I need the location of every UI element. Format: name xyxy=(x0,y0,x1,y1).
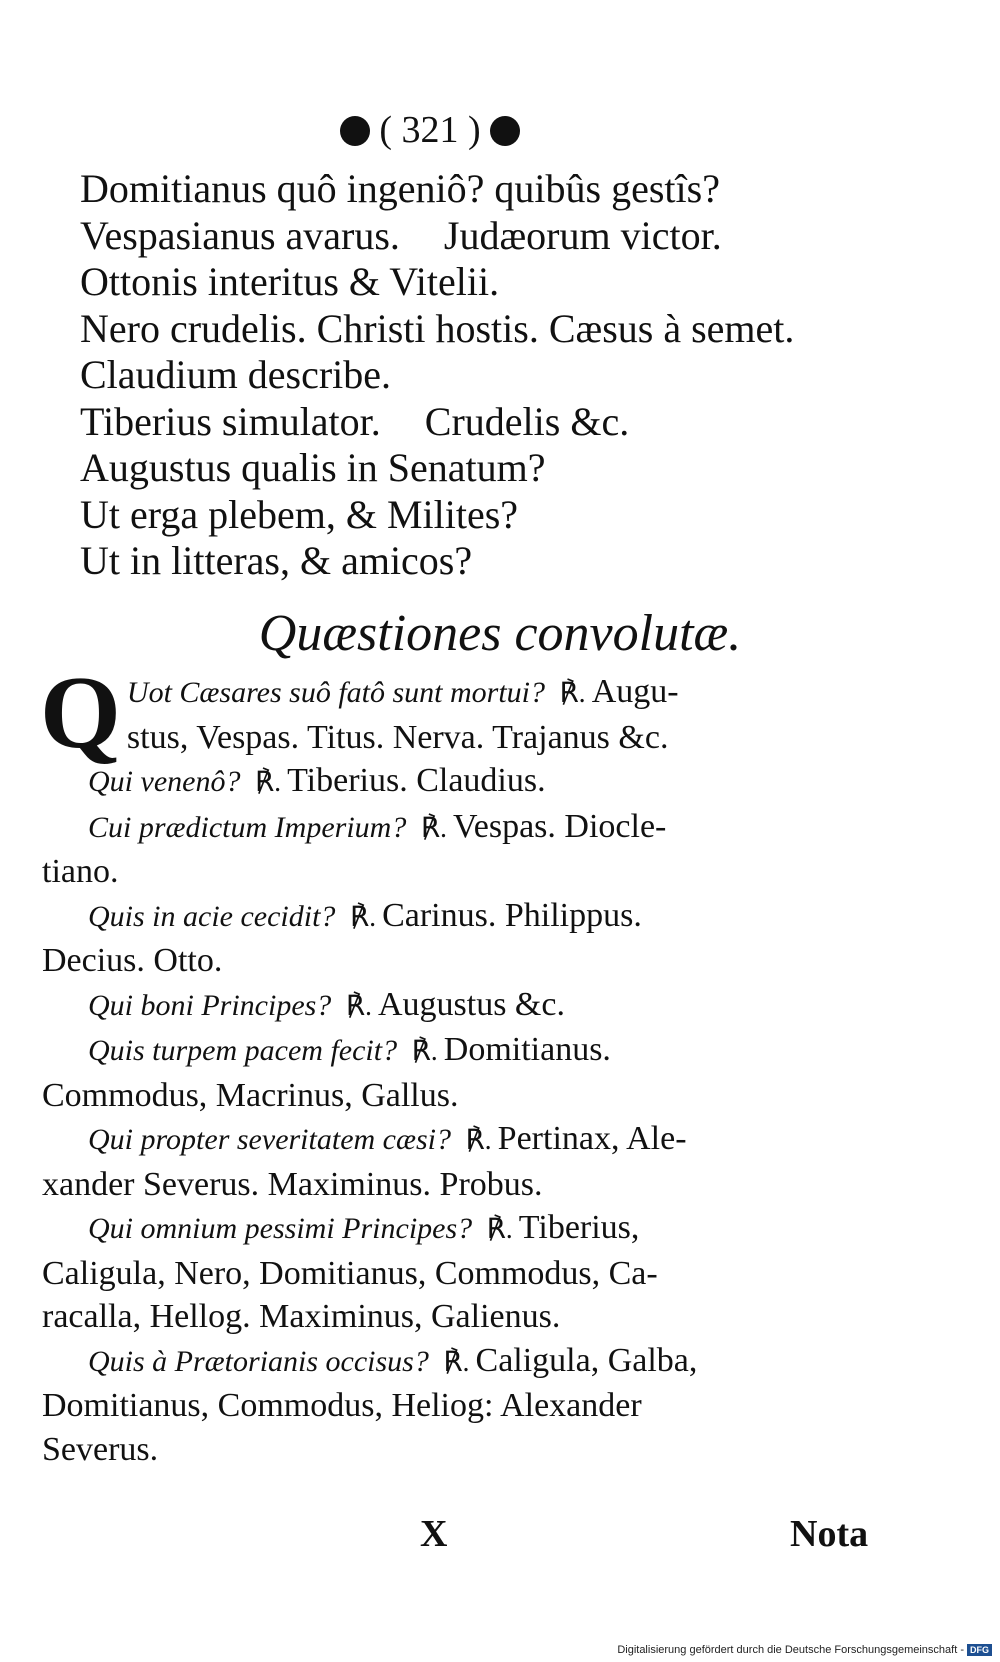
paragraph-6: Quis turpem pacem fecit? ℟. Domitianus. xyxy=(88,1031,611,1068)
list-item: Nero crudelis. Christi hostis. Cæsus à semet. xyxy=(80,305,795,351)
list-item: Tiberius simulator. Crudelis &c. xyxy=(80,398,630,444)
left-bracket: ( xyxy=(379,109,392,151)
signature-mark: X xyxy=(420,1513,448,1555)
paragraph-9: Quis à Prætorianis occisus? ℟. Caligula, Galba, xyxy=(88,1341,698,1379)
list-item: Ut erga plebem, & Milites? xyxy=(80,491,519,537)
paragraph-5: Qui boni Principes? ℟. Augustus &c. xyxy=(88,985,565,1023)
paragraph-3: Cui prædictum Imperium? ℟. Vespas. Diocle- xyxy=(88,807,667,845)
list-item: Claudium describe. xyxy=(80,352,392,397)
section-title: Quæstiones convolutæ. xyxy=(258,605,742,662)
page-number: 321 xyxy=(401,109,459,151)
questions-body: Q Uot Cæsares suô fatô sunt mortui? ℟. Augu- stus, Vespas. Titus. Nerva. Trajanus &c. Qui venenô? ℟. Tiberius. Claudius. Cui prædictum Imperium? ℟. Vespas. Diocle- tiano. Quis in acie cecidit? ℟. Carinus. Philippus. Decius. Otto. Qui boni Principes? ℟. Augustus &c. Quis turpem pacem fecit? ℟. Domitianus. Commodus, Macrinus, Gallus. Qui propter severitatem cæsi? ℟. Pertinax, Ale- xander Severus. Maximinus. Probus. Qui omnium pessimi Principes? ℟. Tiberius, Caligula, Nero, Domitianus, Commodus, Ca- racalla, Hellog. Maximinus, Galienus. Quis à Prætorianis occisus? ℟. Caligula, Galba, Domitianus, Commodus, Heliog: Alexander Severus. xyxy=(42,670,892,1471)
paragraph-8: Qui omnium pessimi Principes? ℟. Tiberius, xyxy=(88,1209,640,1246)
list-item: Domitianus quô ingeniô? quibûs gestîs? xyxy=(80,166,720,211)
ornament-left-icon xyxy=(340,116,370,146)
paragraph-2: Qui venenô? ℟. Tiberius. Claudius. xyxy=(88,762,546,799)
paragraph-4: Quis in acie cecidit? ℟. Carinus. Philippus. xyxy=(88,896,642,934)
list-item: Augustus qualis in Senatum? xyxy=(80,445,546,490)
digitization-credit: Digitalisierung gefördert durch die Deutsche Forschungsgemeinschaft - DFG xyxy=(617,1644,992,1656)
drop-cap: Q xyxy=(40,655,121,770)
paragraph-1: Q Uot Cæsares suô fatô sunt mortui? ℟. Augu- stus, Vespas. Titus. Nerva. Trajanus &c. xyxy=(40,655,679,770)
catchword: Nota xyxy=(790,1513,869,1555)
emperor-question-list xyxy=(80,166,940,585)
right-bracket: ) xyxy=(468,109,481,151)
list-item: Ut in litteras, & amicos? xyxy=(80,538,473,583)
paragraph-7: Qui propter severitatem cæsi? ℟. Pertinax, Ale- xyxy=(88,1120,687,1157)
page-footer xyxy=(0,1512,1000,1562)
ornament-right-icon xyxy=(490,116,520,146)
dfg-logo-icon: DFG xyxy=(967,1644,992,1656)
list-item: Vespasianus avarus. Judæorum victor. xyxy=(80,212,722,258)
page-header xyxy=(270,108,590,152)
list-item: Ottonis interitus & Vitelii. xyxy=(80,259,500,304)
